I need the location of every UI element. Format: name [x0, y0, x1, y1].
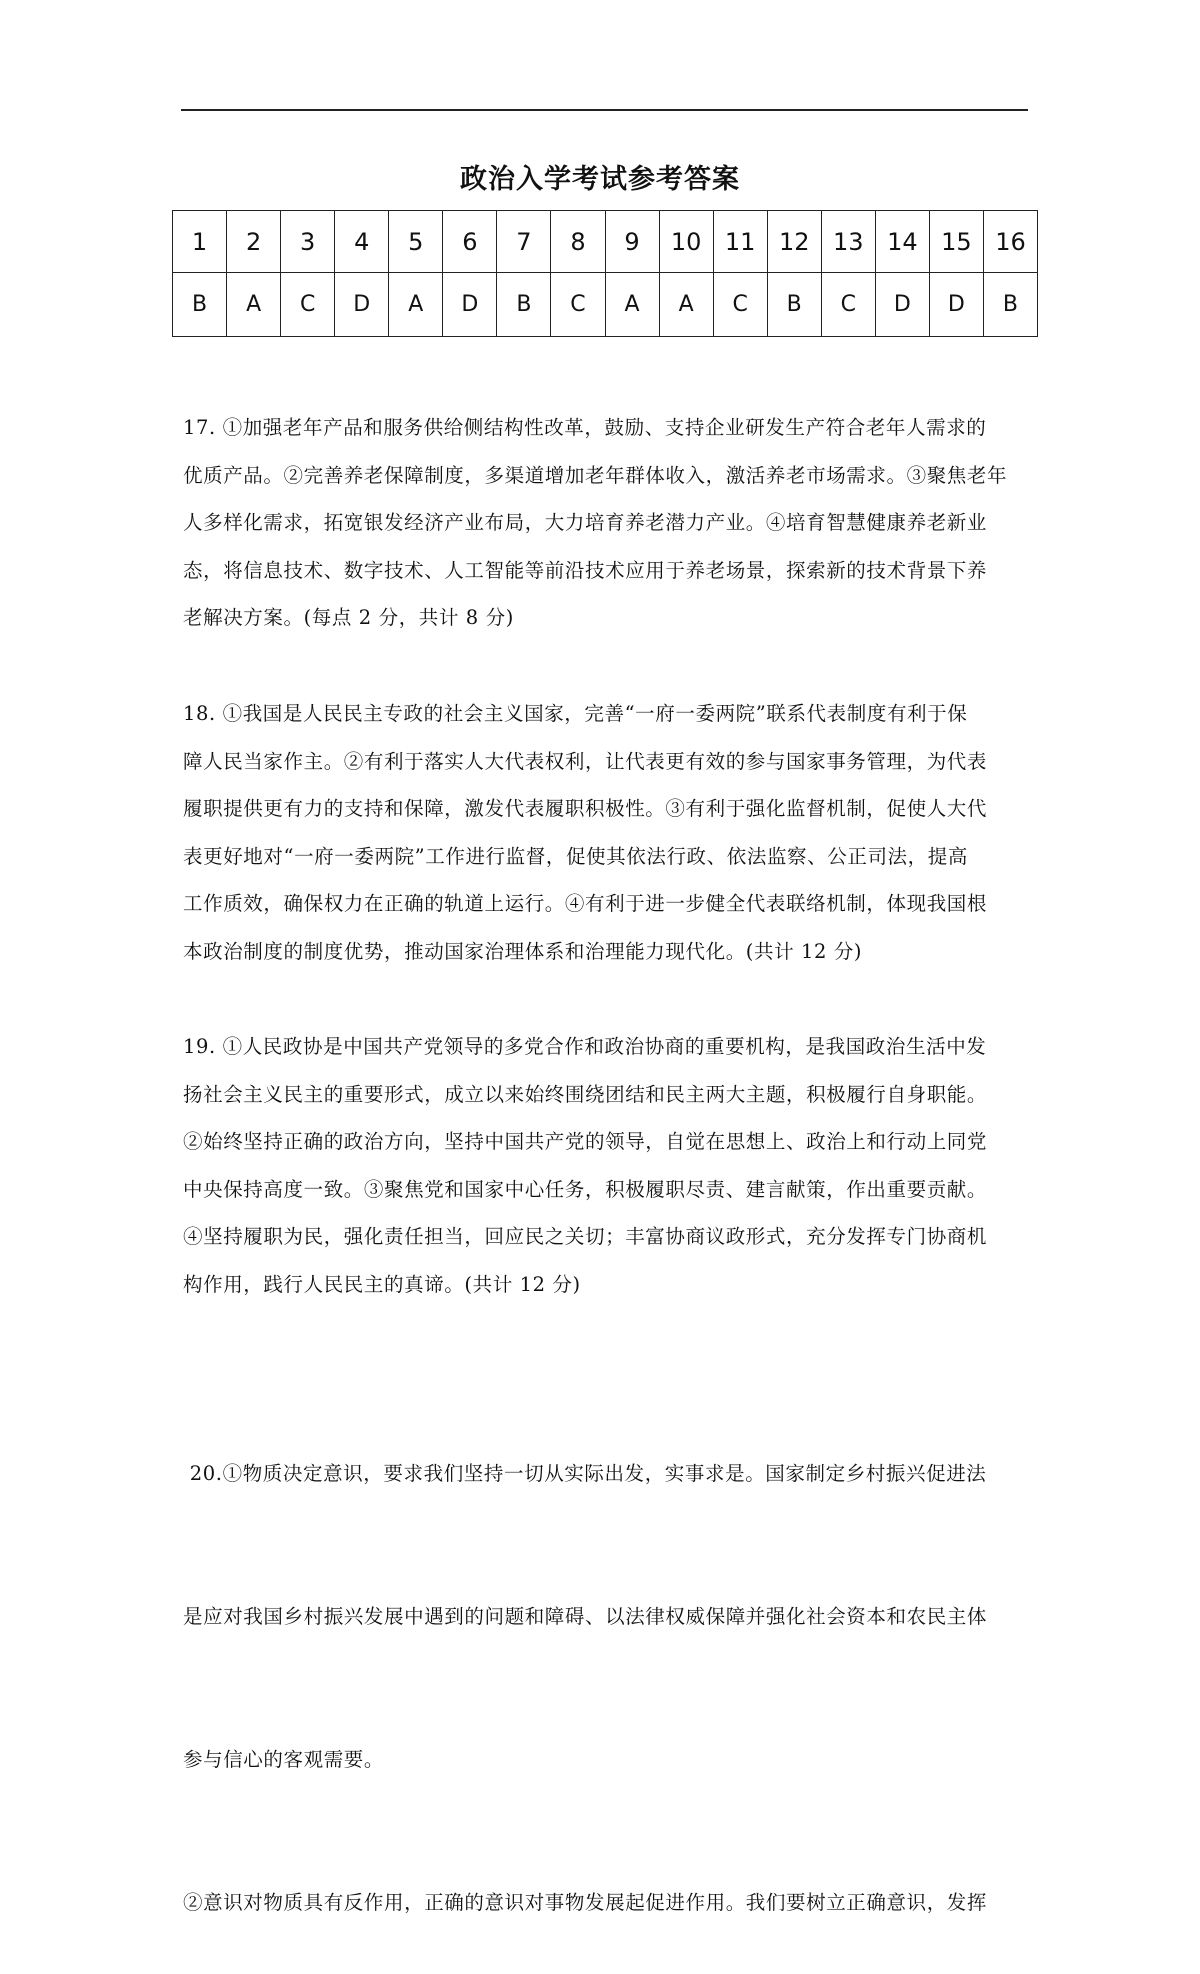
question-number-row: [173, 211, 1038, 273]
answer-line: ②意识对物质具有反作用，正确的意识对事物发展起促进作用。我们要树立正确意识，发挥: [183, 1890, 988, 1914]
question-number-cell: 8: [551, 211, 605, 273]
answer-line: 构作用，践行人民民主的真谛。(共计 12 分): [183, 1272, 581, 1296]
answer-cell: D: [929, 273, 983, 337]
question-18-answer: [183, 690, 1033, 976]
answer-cell: C: [821, 273, 875, 337]
answer-cell: A: [605, 273, 659, 337]
answer-cell: A: [227, 273, 281, 337]
answer-line: 19. ①人民政协是中国共产党领导的多党合作和政治协商的重要机构，是我国政治生活中发: [183, 1035, 987, 1058]
answer-line: 工作质效，确保权力在正确的轨道上运行。④有利于进一步健全代表联络机制，体现我国根: [183, 892, 988, 916]
question-17-answer: [183, 404, 1033, 642]
question-number-cell: 12: [767, 211, 821, 273]
answer-line: 是应对我国乡村振兴发展中遇到的问题和障碍、以法律权威保障并强化社会资本和农民主体: [183, 1604, 988, 1628]
question-19-answer: [183, 1023, 1033, 1309]
answer-line: 障人民当家作主。②有利于落实人大代表权利，让代表更有效的参与国家事务管理，为代表: [183, 749, 988, 773]
answer-cell: B: [983, 273, 1037, 337]
question-number-cell: 10: [659, 211, 713, 273]
answer-line: 17. ①加强老年产品和服务供给侧结构性改革，鼓励、支持企业研发生产符合老年人需求的: [183, 416, 987, 439]
answer-cell: D: [875, 273, 929, 337]
answer-cell: C: [713, 273, 767, 337]
question-number-cell: 3: [281, 211, 335, 273]
page-title: 政治入学考试参考答案: [460, 164, 740, 195]
answer-cell: A: [659, 273, 713, 337]
answer-cell: D: [335, 273, 389, 337]
answer-key-table: [172, 210, 1038, 337]
answer-line: 态，将信息技术、数字技术、人工智能等前沿技术应用于养老场景，探索新的技术背景下养: [183, 558, 988, 582]
answer-line: 本政治制度的制度优势，推动国家治理体系和治理能力现代化。(共计 12 分): [183, 939, 863, 963]
answer-line: 人多样化需求，拓宽银发经济产业布局，大力培育养老潜力产业。④培育智慧健康养老新业: [183, 511, 988, 535]
answer-line: 优质产品。②完善养老保障制度，多渠道增加老年群体收入，激活养老市场需求。③聚焦老年: [183, 463, 1008, 487]
answer-line: 老解决方案。(每点 2 分，共计 8 分): [183, 606, 514, 630]
answer-cell: B: [173, 273, 227, 337]
question-number-cell: 16: [983, 211, 1037, 273]
answer-line: 表更好地对“一府一委两院”工作进行监督，促使其依法行政、依法监察、公正司法，提高: [183, 844, 968, 868]
answer-cell: C: [551, 273, 605, 337]
answer-cell: D: [443, 273, 497, 337]
answer-line: 扬社会主义民主的重要形式，成立以来始终围绕团结和民主两大主题，积极履行自身职能。: [183, 1082, 988, 1106]
question-number-cell: 6: [443, 211, 497, 273]
question-number-cell: 15: [929, 211, 983, 273]
answer-line: 18. ①我国是人民民主专政的社会主义国家，完善“一府一委两院”联系代表制度有利于保: [183, 702, 968, 725]
answer-cell: C: [281, 273, 335, 337]
question-number-cell: 2: [227, 211, 281, 273]
answer-cell: B: [767, 273, 821, 337]
header-rule: [181, 109, 1028, 111]
answer-line: 履职提供更有力的支持和保障，激发代表履职积极性。③有利于强化监督机制，促使人大代: [183, 797, 988, 821]
question-number-cell: 11: [713, 211, 767, 273]
answer-cell: A: [389, 273, 443, 337]
answer-line: 中央保持高度一致。③聚焦党和国家中心任务，积极履职尽责、建言献策，作出重要贡献。: [183, 1177, 988, 1201]
answer-line: 20.①物质决定意识，要求我们坚持一切从实际出发，实事求是。国家制定乡村振兴促进法: [183, 1462, 987, 1486]
question-number-cell: 14: [875, 211, 929, 273]
question-number-cell: 4: [335, 211, 389, 273]
answer-row: [173, 273, 1038, 337]
answer-line: ②始终坚持正确的政治方向，坚持中国共产党的领导，自觉在思想上、政治上和行动上同党: [183, 1130, 988, 1154]
question-number-cell: 13: [821, 211, 875, 273]
question-number-cell: 1: [173, 211, 227, 273]
question-20-answer: [183, 1355, 1033, 1974]
answer-line: 参与信心的客观需要。: [183, 1747, 385, 1771]
answer-line: ④坚持履职为民，强化责任担当，回应民之关切；丰富协商议政形式，充分发挥专门协商机: [183, 1225, 988, 1249]
question-number-cell: 5: [389, 211, 443, 273]
question-number-cell: 7: [497, 211, 551, 273]
answer-cell: B: [497, 273, 551, 337]
question-number-cell: 9: [605, 211, 659, 273]
